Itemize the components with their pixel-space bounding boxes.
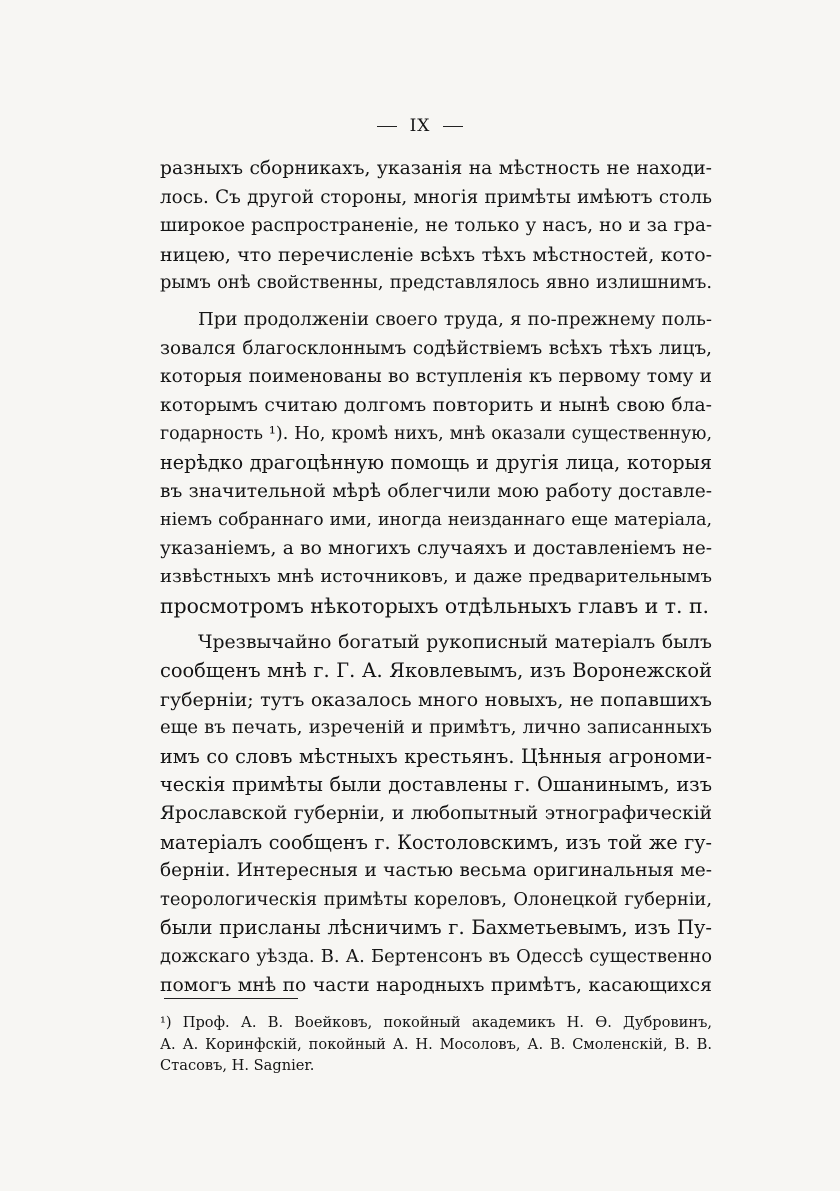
page-number: IX <box>409 116 431 136</box>
text-line: ніемъ собраннаго ими, иногда неизданнаго еще матеріала, <box>160 510 712 531</box>
text-line: берніи. Интересныя и частью весьма оригинальныя ме- <box>160 860 712 882</box>
paragraph-1 <box>160 155 712 298</box>
footnote-line: ¹) Проф. А. В. Воейковъ, покойный академикъ Н. Ѳ. Дубровинъ, <box>160 1014 712 1031</box>
text-line: просмотромъ нѣкоторыхъ отдѣльныхъ главъ и т. п. <box>160 593 710 618</box>
text-line: которыя поименованы во вступленія къ первому тому и <box>160 366 712 388</box>
footnote-line: Стасовъ, Н. Sagnier. <box>160 1057 315 1074</box>
text-line: губерніи; тутъ оказалось много новыхъ, не попавшихъ <box>160 688 712 711</box>
footnote-line: А. А. Коринфскій, покойный А. Н. Мосоловъ, А. В. Смоленскій, В. В. <box>160 1035 712 1053</box>
text-line: помогъ мнѣ по части народныхъ примѣтъ, касающихся <box>160 974 712 996</box>
paragraph-2 <box>160 306 712 621</box>
text-line: рымъ онѣ свойственны, представлялось явно излишнимъ. <box>160 272 712 294</box>
text-line: извѣстныхъ мнѣ источниковъ, и даже предварительнымъ <box>160 566 712 588</box>
text-line: лось. Съ другой стороны, многія примѣты имѣютъ столь <box>160 186 712 208</box>
text-line: теорологическія примѣты кореловъ, Олонецкой губерніи, <box>160 888 712 910</box>
text-line: нерѣдко драгоцѣнную помощь и другія лица, которыя <box>160 450 712 474</box>
main-text <box>160 155 712 1000</box>
text-line: въ значительной мѣрѣ облегчили мою работу доставле- <box>160 480 712 502</box>
paragraph-3 <box>160 629 712 1001</box>
header-dash-right <box>443 126 463 127</box>
text-line: имъ со словъ мѣстныхъ крестьянъ. Цѣнныя агрономи- <box>160 744 712 768</box>
text-line: годарность ¹). Но, кромѣ нихъ, мнѣ оказали существенную, <box>160 424 712 445</box>
text-line: были присланы лѣсничимъ г. Бахметьевымъ, изъ Пу- <box>160 916 712 940</box>
text-line: еще въ печать, изреченій и примѣтъ, лично записанныхъ <box>160 717 712 739</box>
text-line: широкое распространеніе, не только у насъ, но и за гра- <box>160 215 712 237</box>
header-dash-left <box>377 126 397 127</box>
text-line: зовался благосклоннымъ содѣйствіемъ всѣхъ тѣхъ лицъ, <box>160 337 712 359</box>
text-line: Чрезвычайно богатый рукописный матеріалъ былъ <box>198 631 712 653</box>
footnote-divider <box>164 998 298 999</box>
text-line: ческія примѣты были доставлены г. Ошанинымъ, изъ <box>160 773 712 797</box>
text-line: которымъ считаю долгомъ повторить и нынѣ свою бла- <box>160 394 712 416</box>
text-line: сообщенъ мнѣ г. Г. А. Яковлевымъ, изъ Воронежской <box>160 659 712 683</box>
text-line: При продолженіи своего труда, я по-прежнему поль- <box>198 308 712 330</box>
text-line: разныхъ сборникахъ, указанія на мѣстность не находи- <box>160 158 712 179</box>
text-line: матеріалъ сообщенъ г. Костоловскимъ, изъ той же гу- <box>160 830 712 854</box>
page-header <box>0 116 840 136</box>
text-line: ницею, что перечисленіе всѣхъ тѣхъ мѣстностей, кото- <box>160 243 712 266</box>
text-line: дожскаго уѣзда. В. А. Бертенсонъ въ Одессѣ существенно <box>160 946 712 968</box>
text-line: указаніемъ, а во многихъ случаяхъ и доставленіемъ не- <box>160 537 712 559</box>
text-line: Ярославской губерніи, и любопытный этнографическій <box>160 803 712 825</box>
footnote <box>160 1012 712 1077</box>
